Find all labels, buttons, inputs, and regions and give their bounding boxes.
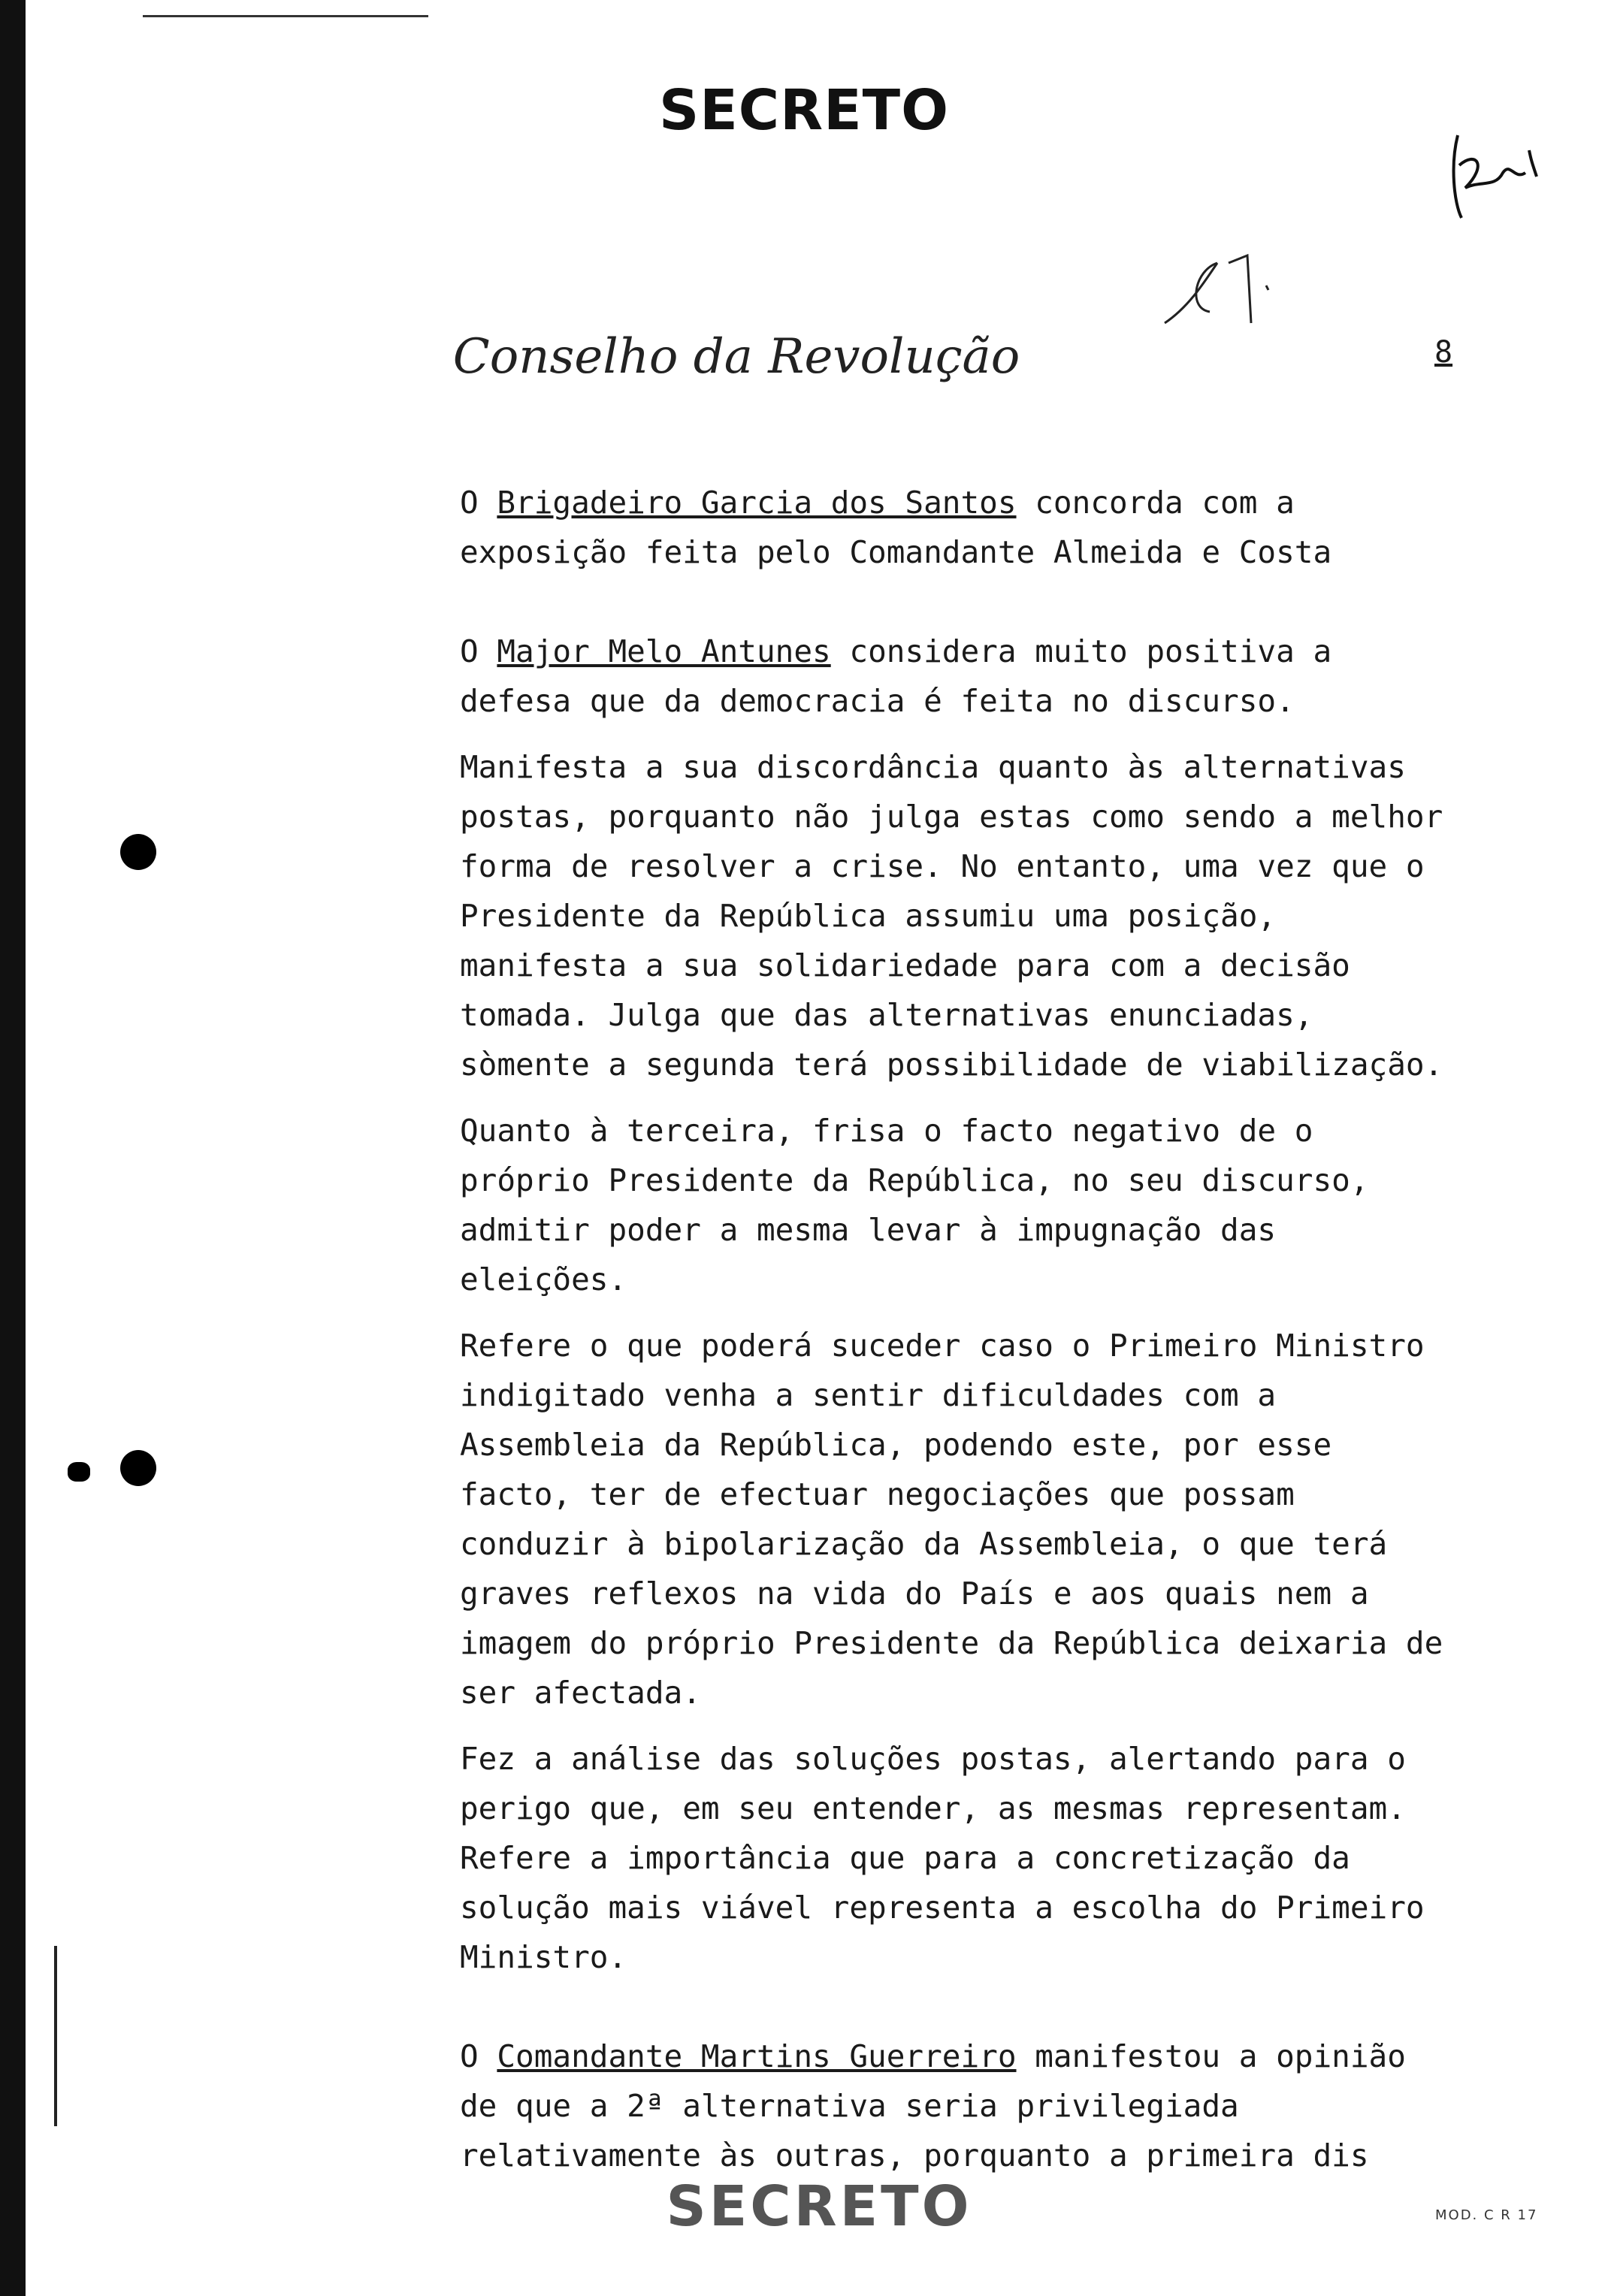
speaker-name: Brigadeiro Garcia dos Santos (497, 485, 1017, 521)
paragraph: O Major Melo Antunes considera muito positiva a defesa que da democracia é feita no discurso. (460, 633, 1332, 719)
form-code: MOD. C R 17 (1435, 2207, 1538, 2223)
paragraph: Quanto à terceira, frisa o facto negativo de o próprio Presidente da República, no seu discurso, admitir poder a mesma levar à impugnação das eleições. (460, 1113, 1369, 1298)
letterhead: Conselho da Revolução (452, 329, 1020, 385)
classification-stamp-top: SECRETO (658, 78, 950, 143)
handwritten-page-mark (1157, 240, 1285, 338)
minutes-body (460, 478, 1444, 2197)
paragraph: O Brigadeiro Garcia dos Santos concorda com a exposição feita pelo Comandante Almeida e Costa (460, 485, 1332, 570)
scan-mark (68, 1462, 90, 1482)
speaker-name: Comandante Martins Guerreiro (497, 2038, 1017, 2074)
page-number: 8 (1434, 335, 1453, 370)
paragraph: O Comandante Martins Guerreiro manifestou a opinião de que a 2ª alternativa seria privilegiada relativamente às outras, porquanto a primeira dis (460, 2038, 1406, 2174)
paragraph: Fez a análise das soluções postas, alertando para o perigo que, em seu entender, as mesmas representam. Refere a importância que para a concretização da solução mais viável representa a escolha do Primeiro Ministro. (460, 1741, 1425, 1975)
punch-hole (120, 1450, 156, 1486)
speaker-name: Major Melo Antunes (497, 633, 831, 669)
classification-stamp-bottom: SECRETO (666, 2174, 972, 2239)
margin-line (54, 1946, 57, 2126)
paragraph: Refere o que poderá suceder caso o Primeiro Ministro indigitado venha a sentir dificuldades com a Assembleia da República, podendo este, por esse facto, ter de efectuar negociações que possam conduzir à bipolarização da Assembleia, o que terá graves reflexos na vida do País e aos quais nem a imagem do próprio Presidente da República deixaria de ser afectada. (460, 1328, 1443, 1711)
top-rule (143, 15, 428, 17)
scan-binding-edge (0, 0, 26, 2296)
punch-hole (120, 834, 156, 870)
handwritten-initials (1443, 120, 1548, 233)
paragraph: Manifesta a sua discordância quanto às alternativas postas, porquanto não julga estas como sendo a melhor forma de resolver a crise. No entanto, uma vez que o Presidente da República assumiu uma posição, manifesta a sua solidariedade para com a decisão tomada. Julga que das alternativas enunciadas, sòmente a segunda terá possibilidade de viabilização. (460, 749, 1443, 1083)
